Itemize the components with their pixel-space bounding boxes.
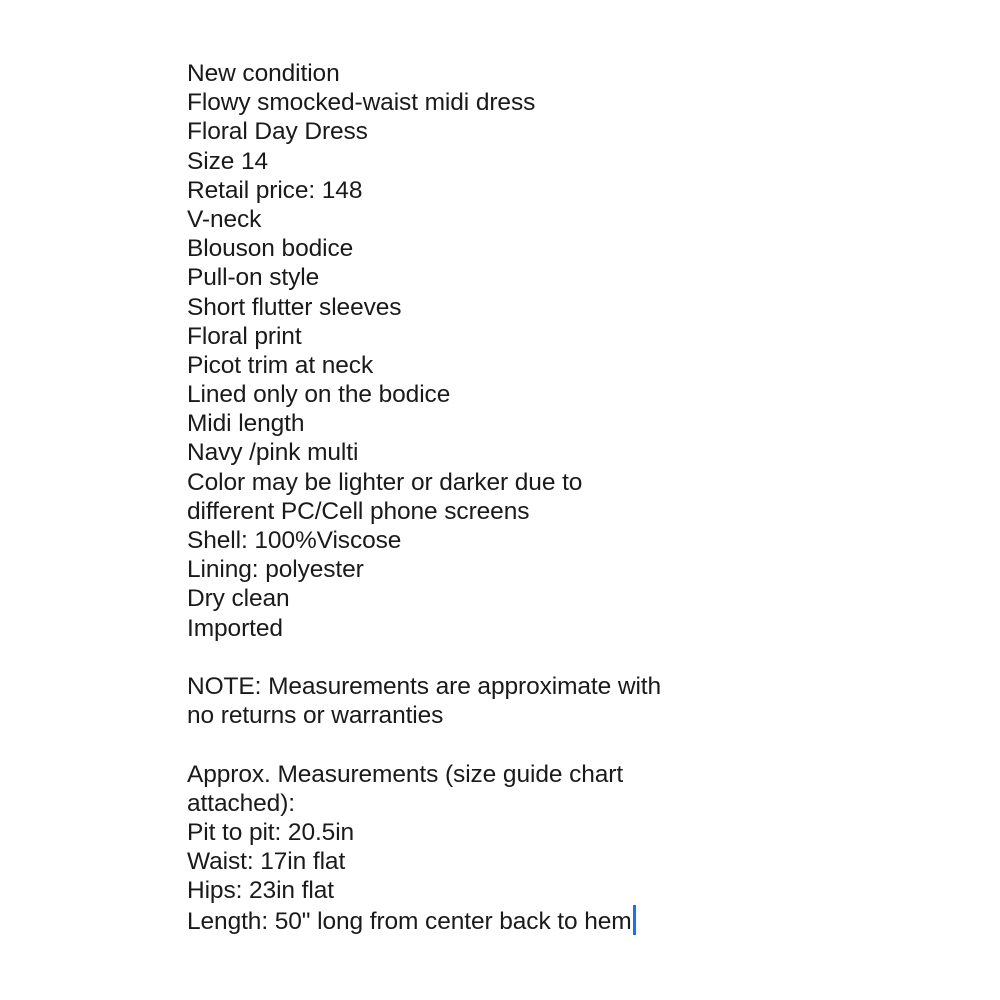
text-line: Pull-on style	[187, 264, 320, 292]
text-editor[interactable]	[187, 59, 947, 935]
note-line: NOTE: Measurements are approximate with	[187, 672, 662, 700]
text-line: Lined only on the bodice	[187, 381, 451, 409]
note-line: no returns or warranties	[187, 702, 444, 730]
text-line: different PC/Cell phone screens	[187, 497, 530, 525]
blank-line	[187, 643, 947, 672]
text-line: Blouson bodice	[187, 235, 354, 263]
text-line: Floral print	[187, 322, 302, 350]
measurement-line: Waist: 17in flat	[187, 848, 346, 876]
measurement-text: Length: 50" long from center back to hem	[187, 908, 632, 936]
measurement-line-last	[187, 905, 947, 934]
text-line: New condition	[187, 60, 340, 87]
text-line: Navy /pink multi	[187, 439, 359, 467]
text-line: Imported	[187, 614, 283, 642]
text-cursor	[633, 905, 636, 935]
text-line: Dry clean	[187, 585, 290, 613]
text-line: Short flutter sleeves	[187, 293, 402, 321]
text-line: Flowy smocked-waist midi dress	[187, 89, 536, 117]
text-line: Size 14	[187, 147, 269, 175]
measurement-line: Hips: 23in flat	[187, 877, 334, 905]
text-line: V-neck	[187, 205, 262, 233]
text-line: Midi length	[187, 410, 305, 438]
text-line: Retail price: 148	[187, 176, 363, 204]
blank-line	[187, 730, 947, 759]
measurement-line: attached):	[187, 789, 295, 817]
measurement-line: Pit to pit: 20.5in	[187, 818, 355, 846]
text-line: Picot trim at neck	[187, 351, 374, 379]
measurement-line: Approx. Measurements (size guide chart	[187, 760, 624, 788]
text-line: Shell: 100%Viscose	[187, 527, 402, 554]
text-line: Color may be lighter or darker due to	[187, 468, 583, 496]
text-line: Lining: polyester	[187, 556, 364, 584]
text-line: Floral Day Dress	[187, 118, 368, 146]
